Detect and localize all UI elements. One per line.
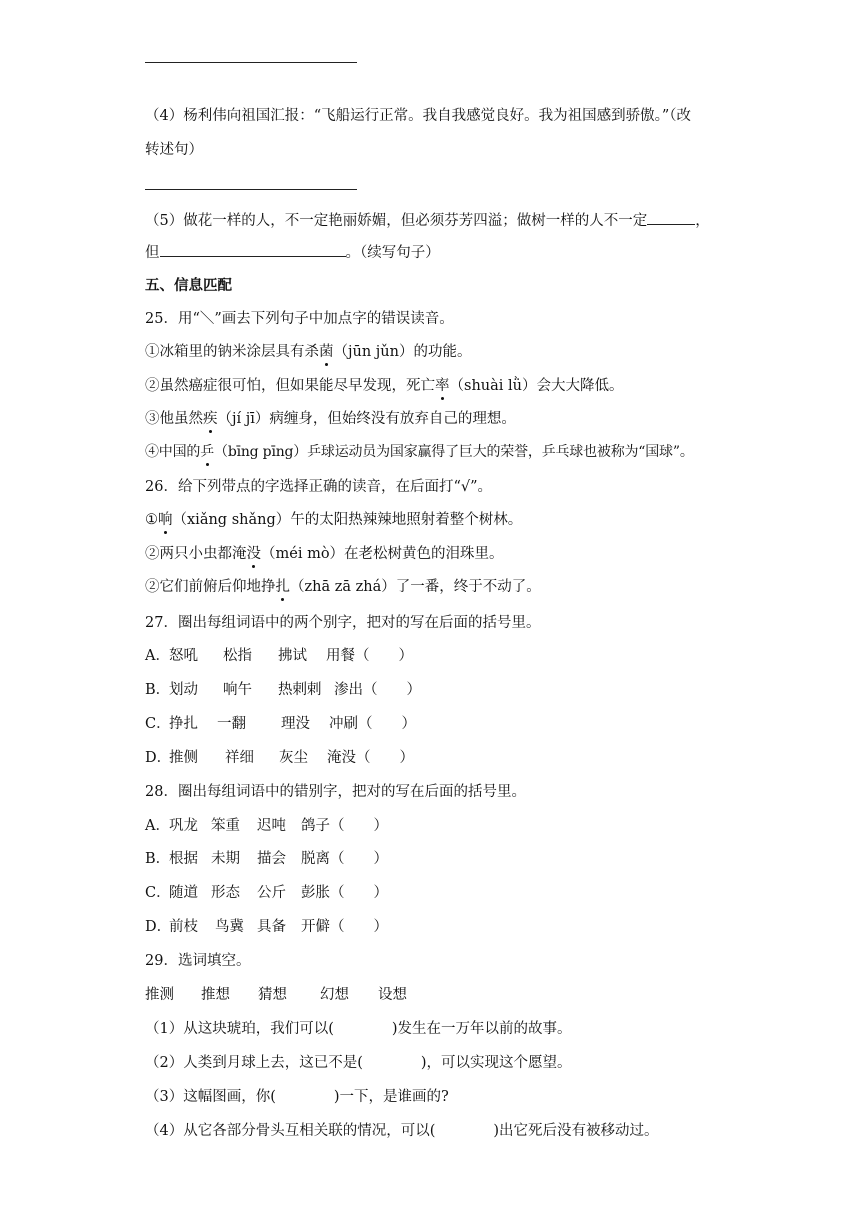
option-row — [145, 714, 416, 734]
item-text: （jūn jǔn）的功能。 — [333, 344, 472, 360]
item-text: ① — [145, 512, 158, 528]
word-bank-item: 猜想 — [258, 987, 287, 1003]
word: 巩龙 — [169, 818, 198, 834]
question-stem: 27．圈出每组词语中的两个别字，把对的写在后面的括号里。 — [145, 615, 541, 631]
option-label: C． — [145, 716, 171, 732]
item-text: （méi mò）在老松树黄色的泪珠里。 — [261, 546, 504, 562]
question-item — [145, 376, 624, 396]
word-with-bracket[interactable]: 淹没（ ） — [327, 750, 414, 766]
word: 祥细 — [225, 750, 254, 766]
item-text: （2）人类到月球上去，这已不是( — [145, 1055, 363, 1071]
word: 前枝 — [169, 919, 198, 935]
dotted-char: 没 — [246, 546, 261, 562]
question-item — [145, 409, 516, 429]
word: 怒吼 — [169, 648, 198, 664]
word: 鸟冀 — [215, 919, 244, 935]
word-bank-item: 设想 — [378, 987, 407, 1003]
question-text — [145, 242, 440, 263]
item-text: （shuài lǜ）会大大降低。 — [449, 378, 624, 394]
word: 理没 — [281, 716, 310, 732]
word: 推侧 — [169, 750, 198, 766]
dotted-char: 响 — [158, 512, 173, 528]
item-text: ②它们前俯后仰地挣 — [145, 579, 276, 595]
word: 笨重 — [211, 818, 240, 834]
word: 形态 — [211, 885, 240, 901]
word-bank-item: 推想 — [201, 987, 230, 1003]
dotted-char: 率 — [435, 378, 450, 394]
question-item — [145, 510, 522, 530]
section-heading: 五、信息匹配 — [145, 277, 232, 294]
option-label: B． — [145, 851, 171, 867]
word: 具备 — [257, 919, 286, 935]
question-item — [145, 544, 504, 564]
word: 公斤 — [257, 885, 286, 901]
word: 松指 — [223, 648, 252, 664]
question-item — [145, 1053, 572, 1073]
item-text: （3）这幅图画，你( — [145, 1089, 276, 1105]
item-text: （1）从这块琥珀，我们可以( — [145, 1021, 334, 1037]
word-with-bracket[interactable]: 用餐（ ） — [326, 648, 413, 664]
word-bank-item: 幻想 — [320, 987, 349, 1003]
item-text: （4）从它各部分骨头互相关联的情况，可以( — [145, 1123, 436, 1139]
question-part: ， — [695, 213, 710, 229]
item-text: )，可以实现这个愿望。 — [420, 1055, 572, 1071]
item-text: )出它死后没有被移动过。 — [493, 1123, 659, 1139]
item-text: （bīng pīng）乒球运动员为国家赢得了巨大的荣誉，乒乓球也被称为“国球”。 — [214, 444, 694, 460]
answer-line[interactable] — [145, 189, 357, 190]
option-label: C． — [145, 885, 171, 901]
word-bank-item: 推测 — [145, 987, 174, 1003]
item-text: ②两只小虫都淹 — [145, 546, 247, 562]
question-item — [145, 1121, 659, 1141]
fill-blank[interactable] — [160, 242, 346, 257]
option-row — [145, 883, 388, 903]
word: 灰尘 — [279, 750, 308, 766]
answer-line[interactable] — [145, 62, 357, 63]
question-part: （5）做花一样的人，不一定艳丽娇媚，但必须芬芳四溢；做树一样的人不一定 — [145, 213, 648, 229]
option-label: A． — [145, 648, 170, 664]
dotted-char: 疾 — [203, 411, 218, 427]
word-bank — [145, 985, 407, 1005]
word: 迟吨 — [257, 818, 286, 834]
word: 热剌剌 — [278, 682, 322, 698]
option-row — [145, 680, 421, 700]
word: 划动 — [169, 682, 198, 698]
question-part: 。（续写句子） — [345, 245, 440, 261]
dotted-char: 扎 — [275, 579, 290, 595]
option-row — [145, 849, 388, 869]
option-label: A． — [145, 818, 170, 834]
option-label: B． — [145, 682, 171, 698]
question-stem: 28．圈出每组词语中的错别字，把对的写在后面的括号里。 — [145, 784, 526, 800]
dotted-char: 乒 — [200, 444, 215, 460]
dotted-char: 菌 — [319, 344, 334, 360]
fill-blank[interactable] — [647, 210, 695, 225]
word: 拂试 — [278, 648, 307, 664]
question-part: 但 — [145, 245, 160, 261]
question-item — [145, 577, 541, 597]
question-item — [145, 442, 694, 462]
item-text: ②虽然癌症很可怕，但如果能尽早发现，死亡 — [145, 378, 435, 394]
question-text: （4）杨利伟向祖国汇报：“飞船运行正常。我自我感觉良好。我为祖国感到骄傲。”（改 — [145, 108, 692, 124]
question-item — [145, 1087, 449, 1107]
question-item — [145, 342, 471, 362]
question-text — [145, 210, 710, 231]
word-with-bracket[interactable]: 开僻（ ） — [301, 919, 388, 935]
question-stem: 25．用“＼”画去下列句子中加点字的错误读音。 — [145, 311, 454, 327]
word: 挣扎 — [169, 716, 198, 732]
word: 描会 — [257, 851, 286, 867]
option-label: D． — [145, 919, 172, 935]
item-text: ④中国的 — [145, 444, 201, 460]
item-text: ③他虽然 — [145, 411, 203, 427]
word: 响午 — [223, 682, 252, 698]
option-row — [145, 748, 414, 768]
word-with-bracket[interactable]: 渗出（ ） — [334, 682, 421, 698]
item-text: （zhā zā zhá）了一番，终于不动了。 — [290, 579, 541, 595]
word-with-bracket[interactable]: 脱离（ ） — [301, 851, 388, 867]
word: 未期 — [211, 851, 240, 867]
question-text: 转述句） — [145, 142, 203, 158]
question-stem: 29．选词填空。 — [145, 953, 251, 969]
word: 随道 — [169, 885, 198, 901]
item-text: ①冰箱里的钠米涂层具有杀 — [145, 344, 319, 360]
item-text: )发生在一万年以前的故事。 — [391, 1021, 572, 1037]
option-label: D． — [145, 750, 172, 766]
word-with-bracket[interactable]: 彭胀（ ） — [301, 885, 388, 901]
item-text: （xiǎng shǎng）午的太阳热辣辣地照射着整个树林。 — [172, 512, 523, 528]
option-row — [145, 646, 413, 666]
word-with-bracket[interactable]: 鸽子（ ） — [301, 818, 388, 834]
word: 根据 — [169, 851, 198, 867]
question-stem: 26．给下列带点的字选择正确的读音，在后面打“√”。 — [145, 479, 493, 495]
item-text: （jí jī）病缠身，但始终没有放弃自己的理想。 — [217, 411, 516, 427]
item-text: )一下，是谁画的? — [333, 1089, 449, 1105]
option-row — [145, 816, 388, 836]
word: 一翻 — [217, 716, 246, 732]
option-row — [145, 917, 388, 937]
question-item — [145, 1019, 572, 1039]
word-with-bracket[interactable]: 冲刷（ ） — [329, 716, 416, 732]
